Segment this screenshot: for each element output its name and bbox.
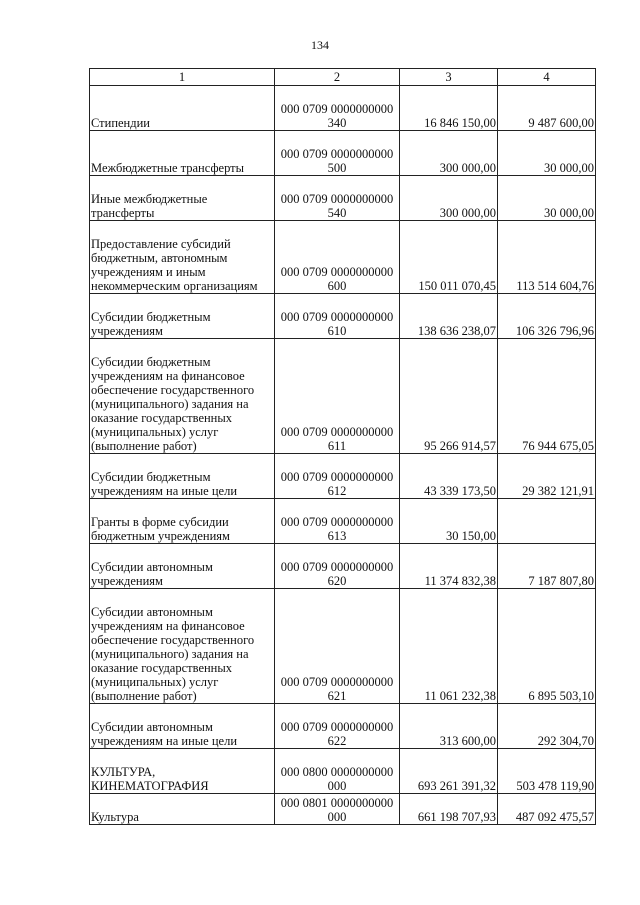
row-code [275, 704, 400, 749]
code-line-2: 000 [327, 779, 347, 793]
row-col4: 9 487 600,00 [498, 86, 596, 131]
row-col3: 11 374 832,38 [400, 544, 498, 589]
row-col3: 11 061 232,38 [400, 589, 498, 704]
code-line-1: 000 0709 0000000000 [280, 265, 394, 279]
row-col3: 313 600,00 [400, 704, 498, 749]
row-code [275, 176, 400, 221]
row-col3: 30 150,00 [400, 499, 498, 544]
page-number: 134 [311, 38, 329, 52]
code-line-2: 611 [327, 439, 347, 453]
row-col4 [498, 499, 596, 544]
table-row [90, 221, 596, 294]
row-code [275, 544, 400, 589]
code-line-2: 612 [327, 484, 347, 498]
row-col3: 661 198 707,93 [400, 794, 498, 825]
code-line-1: 000 0709 0000000000 [280, 147, 394, 161]
header-col-2: 2 [275, 69, 400, 86]
row-code [275, 221, 400, 294]
row-code [275, 339, 400, 454]
code-line-2: 500 [327, 161, 347, 175]
row-name: Культура [90, 794, 275, 825]
row-col3: 300 000,00 [400, 176, 498, 221]
row-code [275, 589, 400, 704]
row-name: КУЛЬТУРА, КИНЕМАТОГРАФИЯ [90, 749, 275, 794]
row-code [275, 499, 400, 544]
table-row [90, 499, 596, 544]
row-col3: 16 846 150,00 [400, 86, 498, 131]
code-line-1: 000 0709 0000000000 [280, 560, 394, 574]
code-line-1: 000 0709 0000000000 [280, 310, 394, 324]
header-col-4: 4 [498, 69, 596, 86]
table-row [90, 454, 596, 499]
row-col4: 113 514 604,76 [498, 221, 596, 294]
row-name: Субсидии автономным учреждениям [90, 544, 275, 589]
row-code [275, 294, 400, 339]
code-line-2: 621 [327, 689, 347, 703]
table-row [90, 294, 596, 339]
row-col4: 7 187 807,80 [498, 544, 596, 589]
code-line-1: 000 0709 0000000000 [280, 675, 394, 689]
row-name: Субсидии бюджетным учреждениям на финансовое обеспечение государственного (муниципального) задания на оказание государственных (муниципальных) услуг (выполнение работ) [90, 339, 275, 454]
row-col3: 693 261 391,32 [400, 749, 498, 794]
row-name: Межбюджетные трансферты [90, 131, 275, 176]
row-col4: 6 895 503,10 [498, 589, 596, 704]
code-line-1: 000 0800 0000000000 [280, 765, 394, 779]
code-line-1: 000 0709 0000000000 [280, 720, 394, 734]
code-line-2: 340 [327, 116, 347, 130]
row-col4: 29 382 121,91 [498, 454, 596, 499]
code-line-1: 000 0709 0000000000 [280, 470, 394, 484]
table-row [90, 86, 596, 131]
row-name: Субсидии автономным учреждениям на финансовое обеспечение государственного (муниципального) задания на оказание государственных (муниципальных) услуг (выполнение работ) [90, 589, 275, 704]
row-col4: 30 000,00 [498, 176, 596, 221]
row-col3: 95 266 914,57 [400, 339, 498, 454]
code-line-2: 540 [327, 206, 347, 220]
row-code [275, 794, 400, 825]
code-line-1: 000 0709 0000000000 [280, 102, 394, 116]
row-col4: 106 326 796,96 [498, 294, 596, 339]
row-col4: 487 092 475,57 [498, 794, 596, 825]
row-col4: 76 944 675,05 [498, 339, 596, 454]
row-name: Предоставление субсидий бюджетным, автономным учреждениям и иным некоммерческим организациям [90, 221, 275, 294]
row-col3: 150 011 070,45 [400, 221, 498, 294]
code-line-1: 000 0801 0000000000 [280, 796, 394, 810]
row-col4: 30 000,00 [498, 131, 596, 176]
row-col3: 300 000,00 [400, 131, 498, 176]
row-name: Иные межбюджетные трансферты [90, 176, 275, 221]
code-line-2: 622 [327, 734, 347, 748]
budget-table [89, 68, 596, 825]
table-row [90, 131, 596, 176]
code-line-2: 613 [327, 529, 347, 543]
table-row [90, 589, 596, 704]
code-line-1: 000 0709 0000000000 [280, 515, 394, 529]
row-code [275, 86, 400, 131]
row-code [275, 131, 400, 176]
row-code [275, 454, 400, 499]
row-name: Стипендии [90, 86, 275, 131]
code-line-2: 000 [327, 810, 347, 824]
code-line-2: 610 [327, 324, 347, 338]
row-code [275, 749, 400, 794]
code-line-1: 000 0709 0000000000 [280, 192, 394, 206]
row-col4: 503 478 119,90 [498, 749, 596, 794]
header-row [90, 69, 596, 86]
row-col4: 292 304,70 [498, 704, 596, 749]
table-row [90, 544, 596, 589]
table-row [90, 704, 596, 749]
row-col3: 43 339 173,50 [400, 454, 498, 499]
table-row [90, 794, 596, 825]
row-name: Субсидии бюджетным учреждениям на иные цели [90, 454, 275, 499]
code-line-2: 600 [327, 279, 347, 293]
code-line-2: 620 [327, 574, 347, 588]
row-col3: 138 636 238,07 [400, 294, 498, 339]
header-col-1: 1 [90, 69, 275, 86]
row-name: Субсидии автономным учреждениям на иные цели [90, 704, 275, 749]
table-row [90, 176, 596, 221]
row-name: Субсидии бюджетным учреждениям [90, 294, 275, 339]
code-line-1: 000 0709 0000000000 [280, 425, 394, 439]
table-row [90, 749, 596, 794]
header-col-3: 3 [400, 69, 498, 86]
table-row [90, 339, 596, 454]
row-name: Гранты в форме субсидии бюджетным учреждениям [90, 499, 275, 544]
